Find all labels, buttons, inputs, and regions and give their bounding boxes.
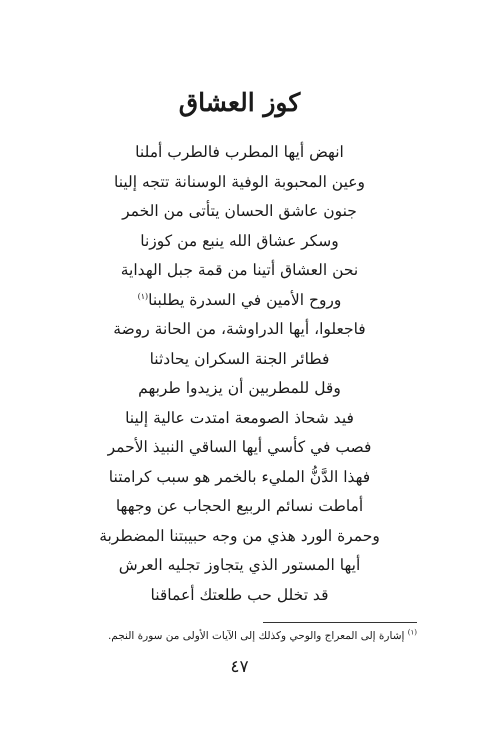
poem-line-11: فصب في كأسي أيها الساقي النبيذ الأحمر	[107, 438, 372, 456]
poem-line-14: وحمرة الورد هذي من وجه حبيبتنا المضطربة	[99, 526, 380, 545]
poem-line-12: فهذا الدَّنُّ المليء بالخمر هو سبب كرامتنا	[108, 467, 371, 486]
poem-line-15: أيها المستور الذي يتجاوز تجليه العرش	[118, 556, 361, 574]
poem-line-16: قد تخلل حب طلعتك أعماقنا	[150, 585, 329, 604]
poem-line-4: وسكر عشاق الله ينبع من كوزنا	[140, 231, 339, 250]
footnote	[40, 627, 417, 645]
footnote-reference[interactable]: (١)	[137, 291, 149, 301]
footnote-marker: (١)	[407, 628, 417, 637]
poem-line-8: فطائر الجنة السكران يحادثنا	[149, 349, 330, 368]
poem-line-13: أماطت نسائم الربيع الحجاب عن وجهها	[115, 497, 364, 515]
poem-line-1: انهض أيها المطرب فالطرب أملنا	[135, 143, 344, 161]
poem-line-9: وقل للمطربين أن يزيدوا طربهم	[138, 379, 341, 397]
poem-line-6-text: وروح الأمين في السدرة يطلبنا	[148, 290, 342, 309]
poem-line-6	[60, 286, 419, 316]
footnote-divider	[263, 622, 417, 623]
poem-line-5: نحن العشاق أتينا من قمة جبل الهداية	[120, 261, 359, 279]
page-number: ٤٧	[230, 657, 249, 677]
footnote-text: إشارة إلى المعراج والوحي وكذلك إلى الآيات الأولى من سورة النجم.	[107, 630, 405, 642]
poem-line-2: وعين المحبوبة الوفية الوسنانة تتجه إلينا	[113, 172, 366, 191]
poem-body	[60, 138, 419, 610]
poem-title: كوز العشاق	[178, 88, 301, 117]
poem-line-3: جنون عاشق الحسان يتأتى من الخمر	[122, 202, 357, 220]
poem-line-7: فاجعلوا، أيها الدراوشة، من الحانة روضة	[113, 320, 366, 338]
poem-line-10: فيد شحاذ الصومعة امتدت عالية إلينا	[125, 408, 354, 427]
